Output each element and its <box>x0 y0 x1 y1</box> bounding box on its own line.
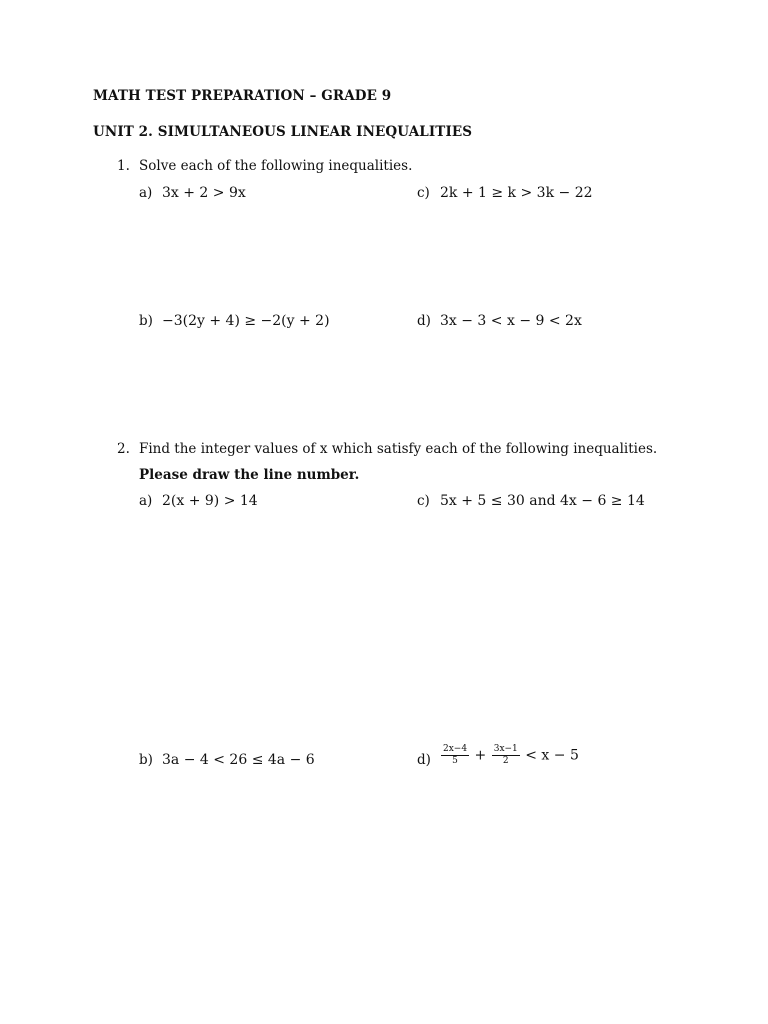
inequality-expression: −3(2y + 4) ≥ −2(y + 2) <box>162 313 330 329</box>
item-label: b) <box>139 752 153 768</box>
item-label: a) <box>139 493 153 509</box>
inequality-tail: < x − 5 <box>525 747 579 764</box>
question-prompt: Solve each of the following inequalities. <box>139 158 413 174</box>
fraction-denominator: 2 <box>502 756 509 766</box>
inequality-expression: 3x − 3 < x − 9 < 2x <box>440 313 582 329</box>
item-label: c) <box>417 493 430 509</box>
fraction <box>441 744 469 767</box>
inequality-expression: 3x + 2 > 9x <box>162 185 246 201</box>
inequality-expression: 2(x + 9) > 14 <box>162 493 258 509</box>
fraction-denominator: 5 <box>452 756 458 766</box>
question-instruction: Please draw the line number. <box>139 467 360 483</box>
question-prompt: Find the integer values of x which satisfy each of the following inequalities. <box>139 441 658 457</box>
inequality-expression: 5x + 5 ≤ 30 and 4x − 6 ≥ 14 <box>440 493 645 509</box>
fraction-expression <box>440 744 579 767</box>
inequality-expression: 3a − 4 < 26 ≤ 4a − 6 <box>162 752 315 768</box>
question-number: 2. <box>117 441 130 457</box>
question-number: 1. <box>117 158 130 174</box>
fraction <box>492 744 520 767</box>
plus-sign: + <box>474 747 487 764</box>
item-label: c) <box>417 185 430 201</box>
document-title: MATH TEST PREPARATION – GRADE 9 <box>93 88 392 104</box>
fraction-numerator: 2x−4 <box>443 744 468 754</box>
item-label: a) <box>139 185 153 201</box>
unit-heading: UNIT 2. SIMULTANEOUS LINEAR INEQUALITIES <box>93 124 473 140</box>
fraction-numerator: 3x−1 <box>493 744 518 754</box>
item-label: d) <box>417 313 431 329</box>
item-label: d) <box>417 752 431 768</box>
inequality-expression: 2k + 1 ≥ k > 3k − 22 <box>440 185 593 201</box>
item-label: b) <box>139 313 153 329</box>
